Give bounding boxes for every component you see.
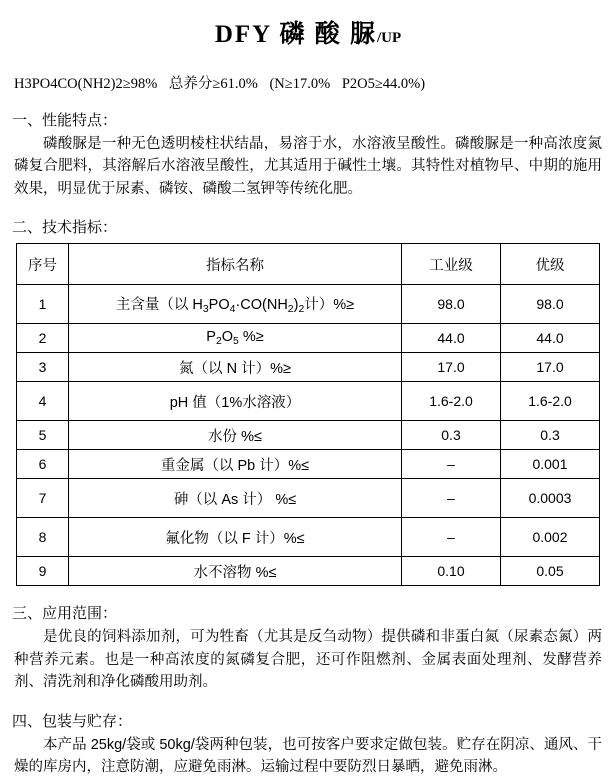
table-row [17, 450, 600, 479]
cell-industrial-value: 1.6-2.0 [402, 382, 501, 421]
table-row [17, 518, 600, 557]
formula-part-3: P2O5≥44.0%) [341, 76, 426, 92]
table-row [17, 421, 600, 450]
table-row [17, 557, 600, 586]
section-heading-application: 三、应用范围： [12, 605, 118, 623]
cell-indicator-name: 水不溶物 %≤ [69, 557, 402, 586]
cell-no: 9 [17, 557, 69, 586]
column-header-industrial: 工业级 [402, 244, 501, 285]
cell-premium-value: 0.0003 [501, 479, 600, 518]
section-body-performance: 磷酸脲是一种无色透明棱柱状结晶，易溶于水，水溶液呈酸性。磷酸脲是一种高浓度氮磷复合肥料，其溶解后水溶液呈酸性，尤其适用于碱性土壤。其特性对植物早、中期的施用效果，明显优于尿素、磷铵、磷酸二氢钾等传统化肥。 [14, 136, 602, 197]
cell-indicator-name: $P_2O_5$ %≥ [69, 324, 402, 353]
formula-part-1: 总养分≥61.0% [168, 76, 258, 92]
section-heading-specs: 二、技术指标： [12, 219, 118, 237]
cell-no: 4 [17, 382, 69, 421]
column-header-no: 序号 [17, 244, 69, 285]
cell-premium-value: 0.05 [501, 557, 600, 586]
table-header-row [17, 244, 600, 285]
chemical-formula-line [14, 72, 616, 93]
document-page [0, 14, 616, 776]
table-row [17, 353, 600, 382]
cell-indicator-name: 氮（以 N 计）%≥ [69, 353, 402, 382]
cell-premium-value: 0.3 [501, 421, 600, 450]
cell-indicator-name: pH 值（1%水溶液） [69, 382, 402, 421]
column-header-premium: 优级 [501, 244, 600, 285]
cell-industrial-value: 98.0 [402, 285, 501, 324]
table-row [17, 479, 600, 518]
cell-premium-value: 0.001 [501, 450, 600, 479]
cell-industrial-value: 44.0 [402, 324, 501, 353]
table-row [17, 382, 600, 421]
cell-premium-value: 44.0 [501, 324, 600, 353]
cell-premium-value: 98.0 [501, 285, 600, 324]
cell-no: 6 [17, 450, 69, 479]
table-row [17, 285, 600, 324]
cell-industrial-value: 0.10 [402, 557, 501, 586]
cell-industrial-value: – [402, 518, 501, 557]
cell-industrial-value: 17.0 [402, 353, 501, 382]
section-body-application: 是优良的饲料添加剂，可为牲畜（尤其是反刍动物）提供磷和非蛋白氮（尿素态氮）两种营养元素。也是一种高浓度的氮磷复合肥，还可作阻燃剂、金属表面处理剂、发酵营养剂、清洗剂和净化磷酸用助剂。 [14, 629, 602, 691]
cell-no: 3 [17, 353, 69, 382]
cell-indicator-name: 重金属（以 Pb 计）%≤ [69, 450, 402, 479]
cell-indicator-name: 砷（以 As 计） %≤ [69, 479, 402, 518]
cell-premium-value: 1.6-2.0 [501, 382, 600, 421]
cell-no: 8 [17, 518, 69, 557]
cell-industrial-value: – [402, 479, 501, 518]
cell-industrial-value: – [402, 450, 501, 479]
cell-indicator-name: 氟化物（以 F 计）%≤ [69, 518, 402, 557]
formula-part-2: (N≥17.0% [269, 76, 331, 92]
cell-indicator-name: 主含量（以 $H_3PO_4\cdot CO(NH_2)_2$计）%≥ [69, 285, 402, 324]
cell-no: 5 [17, 421, 69, 450]
cell-no: 1 [17, 285, 69, 324]
section-heading-packaging: 四、包装与贮存： [12, 712, 133, 730]
table-row [17, 324, 600, 353]
cell-indicator-name: 水份 %≤ [69, 421, 402, 450]
page-title [0, 14, 616, 50]
cell-no: 2 [17, 324, 69, 353]
table-body [17, 285, 600, 586]
cell-premium-value: 17.0 [501, 353, 600, 382]
cell-premium-value: 0.002 [501, 518, 600, 557]
section-heading-performance: 一、性能特点： [12, 112, 118, 129]
formula-part-0: H3PO4CO(NH2)2≥98% [14, 76, 158, 92]
cell-industrial-value: 0.3 [402, 421, 501, 450]
section-body-packaging: 本产品 25kg/袋或 50kg/袋两种包装，也可按客户要求定做包装。贮存在阴凉、通风、干燥的库房内，注意防潮，应避免雨淋。运输过程中要防烈日暴晒，避免雨淋。 [14, 736, 602, 776]
specification-table [16, 243, 600, 586]
column-header-name: 指标名称 [69, 244, 402, 285]
page-title-suffix: /UP [377, 30, 402, 46]
page-title-main: DFY 磷 酸 脲 [214, 21, 378, 48]
cell-no: 7 [17, 479, 69, 518]
